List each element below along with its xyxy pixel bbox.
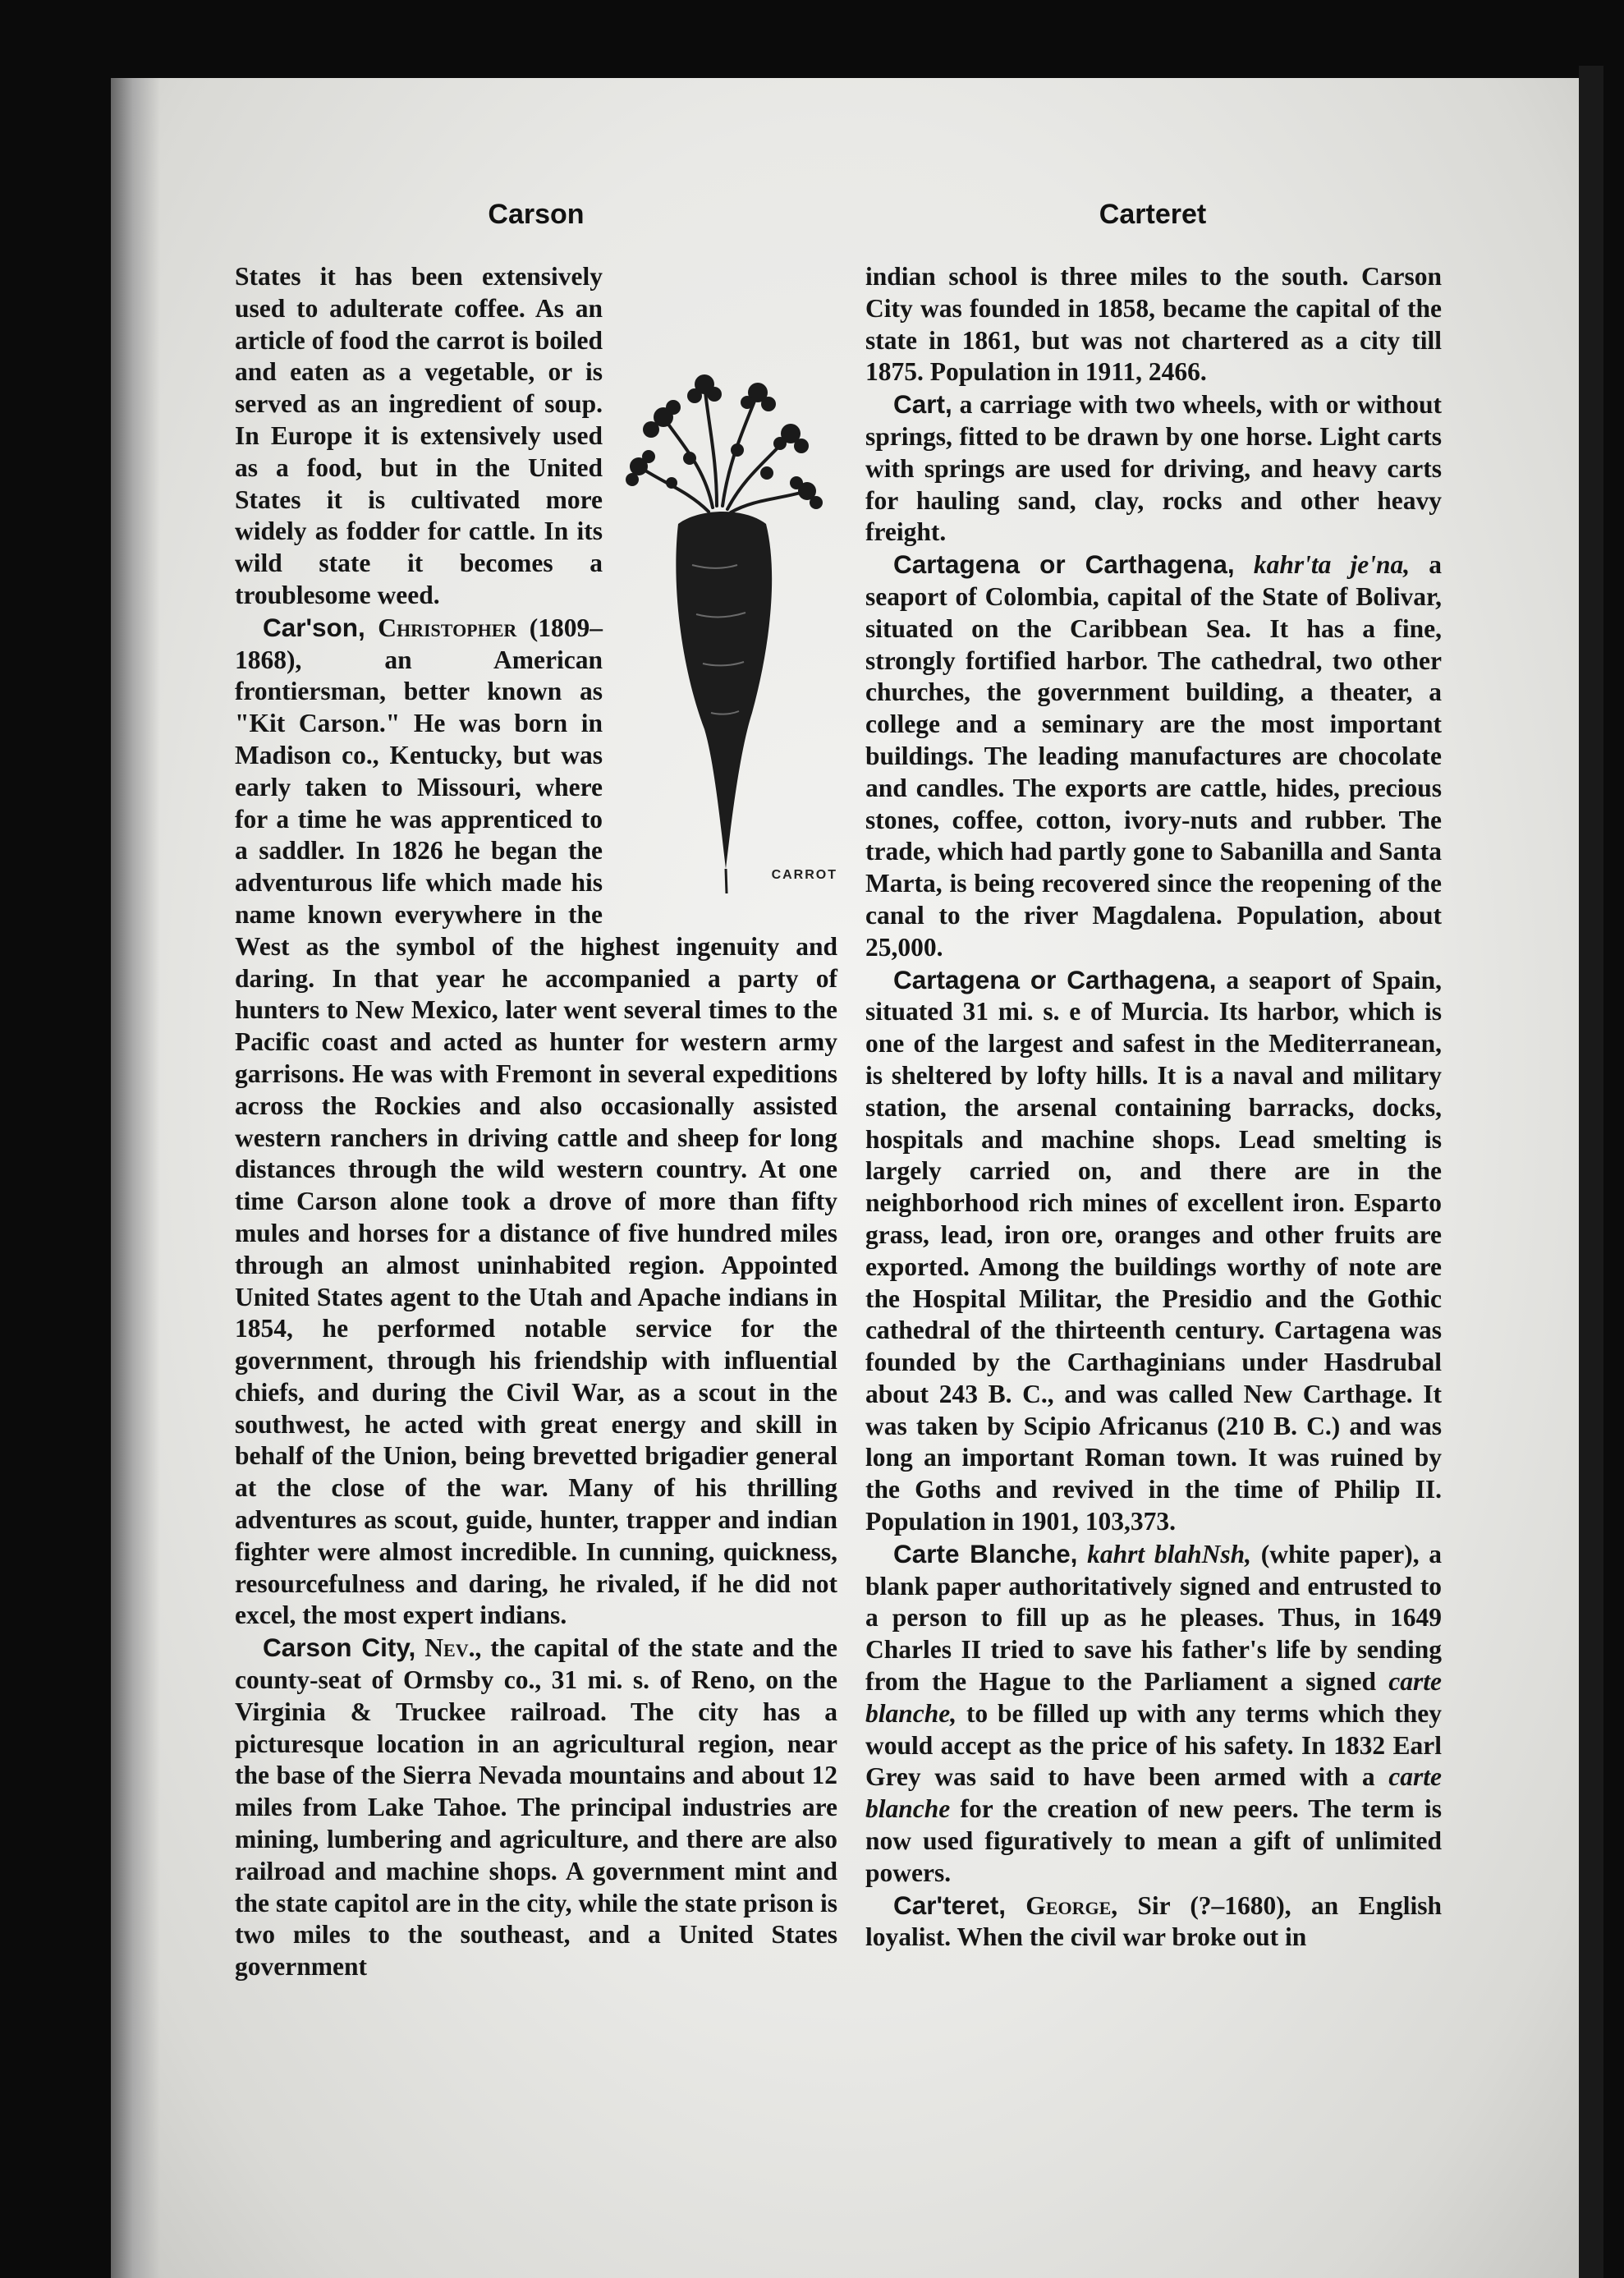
entry-headword: Cart, — [893, 389, 952, 420]
entry-carteret-george: Car'teret, George, Sir (?–1680), an English loyalist. When the civil war broke out in — [865, 1890, 1442, 1952]
figure-caption: CARROT — [771, 868, 837, 883]
entry-carte-blanche: Carte Blanche, kahrt blahNsh, (white paper), a blank paper authoritatively signed and entrusted to a person to fill up as he pleases. Thus, in 1649 Charles II tried to save his father's life by sending from the Hague to the Parliament a signed carte blanche, to be filled up with any terms which they would accept as the price of his safety. In 1832 Earl Grey was said to have been armed with a carte blanche for the creation of new peers. The term is now used figuratively to mean a gift of unlimited powers. — [865, 1538, 1443, 1887]
running-header-right: Carteret — [1099, 199, 1207, 230]
entry-headword: Car'son, — [263, 612, 365, 642]
entry-headword: Car'teret, — [893, 1890, 1007, 1920]
paragraph-carson-city-continued: indian school is three miles to the south. Carson City was founded in 1858, became the capital of the state in 1861, but was not chartered as a city till 1875. Population in 1911, 2466. — [865, 262, 1442, 387]
left-column — [235, 261, 837, 1983]
paragraph-carrot-continued: States it has been extensively used to adulterate coffee. As an article of food the carrot is boiled and eaten as a vegetable, or is served as an ingredient of soup. In Europe it is extensively used as a food, but in the United States it is cultivated more widely as fodder for cattle. In its wild state it becomes a troublesome weed. — [235, 262, 603, 609]
entry-headword: Carte Blanche, — [893, 1538, 1078, 1568]
entry-carson-city: Carson City, Nev., the capital of the state and the county-seat of Ormsby co., 31 mi. s. of Reno, on the Virginia & Truckee railroad. The city has a picturesque location in an agricultural region, near the base of the Sierra Nevada mountains and about 12 miles from Lake Tahoe. The principal industries are mining, lumbering and agriculture, and there are also railroad and machine shops. A government mint and the state capitol are in the city, while the state prison is two miles to the southeast, and a United States government — [235, 1633, 838, 1982]
entry-headword: Cartagena or Carthagena, — [893, 964, 1217, 994]
entry-headword: Cartagena or Carthagena, — [893, 549, 1235, 580]
entry-cartagena-colombia: Cartagena or Carthagena, kahr'ta je'na, a seaport of Colombia, capital of the State of Bolivar, situated on the Caribbean Sea. It has a fine, strongly fortified harbor. The cathedral, two other churches, the government building, a theater, a college and a seminary are the most important buildings. The leading manufactures are chocolate and candles. The exports are cattle, hides, precious stones, coffee, cotton, ivory-nuts and rubber. The trade, which had partly gone to Sabanilla and Santa Marta, is being recovered since the reopening of the canal to the river Magdalena. Population, about 25,000. — [865, 549, 1443, 962]
entry-headword: Carson City, — [263, 1633, 416, 1663]
page-binding-shadow — [111, 78, 160, 2278]
entry-cart: Cart, a carriage with two wheels, with or without springs, fitted to be drawn by one horse. Light carts with springs are used for driving, and heavy carts for hauling sand, clay, rocks and other heavy freight. — [865, 389, 1442, 547]
right-column — [865, 261, 1442, 1954]
entry-carson-christopher: Car'son, Christopher (1809–1868), an American frontiersman, better known as "Kit Carson." He was born in Madison co., Kentucky, but was early taken to Missouri, where for a time he was apprenticed to a saddler. In 1826 he began the adventurous life which made his name known everywhere in the West as the symbol of the highest ingenuity and daring. In that year he accompanied a party of hunters to New Mexico, later went several times to the Pacific coast and acted as hunter for western army garrisons. He was with Fremont in several expeditions across the Rockies and also occasionally assisted western ranchers in driving cattle and sheep for long distances through the wild western country. At one time Carson alone took a drove of more than fifty mules and horses for a distance of five hundred miles through an almost uninhabited region. Appointed United States agent to the Utah and Apache indians in 1854, he performed notable service for the government, through his friendship with influential chiefs, and during the Civil War, as a scout in the southwest, he acted with great energy and skill in behalf of the Union, being brevetted brigadier general at the close of the war. Many of his thrilling adventures as scout, guide, hunter, trapper and indian fighter were almost incredible. In cunning, quickness, resourcefulness and daring, he rivaled, if he did not excel, the most expert indians. — [235, 612, 837, 1630]
running-header-left: Carson — [488, 199, 585, 230]
carrot-icon — [614, 368, 837, 910]
page-edge-dark — [1579, 66, 1603, 2278]
carrot-figure — [614, 368, 837, 910]
entry-cartagena-spain: Cartagena or Carthagena, a seaport of Spain, situated 31 mi. s. e of Murcia. Its harbor, which is one of the largest and safest in the Mediterranean, is sheltered by lofty hills. It is a naval and military station, the arsenal containing barracks, docks, hospitals and machine shops. Lead smelting is largely carried on, and there are in the neighborhood rich mines of excellent iron. Esparto grass, lead, iron ore, oranges and other fruits are exported. Among the buildings worthy of note are the Hospital Militar, the Presidio and the Gothic cathedral of the thirteenth century. Cartagena was founded by the Carthaginians under Hasdrubal about 243 B. C., and was called New Carthage. It was taken by Scipio Africanus (210 B. C.) and was long an important Roman town. It was ruined by the Goths and revived in the time of Philip II. Population in 1901, 103,373. — [865, 964, 1443, 1536]
